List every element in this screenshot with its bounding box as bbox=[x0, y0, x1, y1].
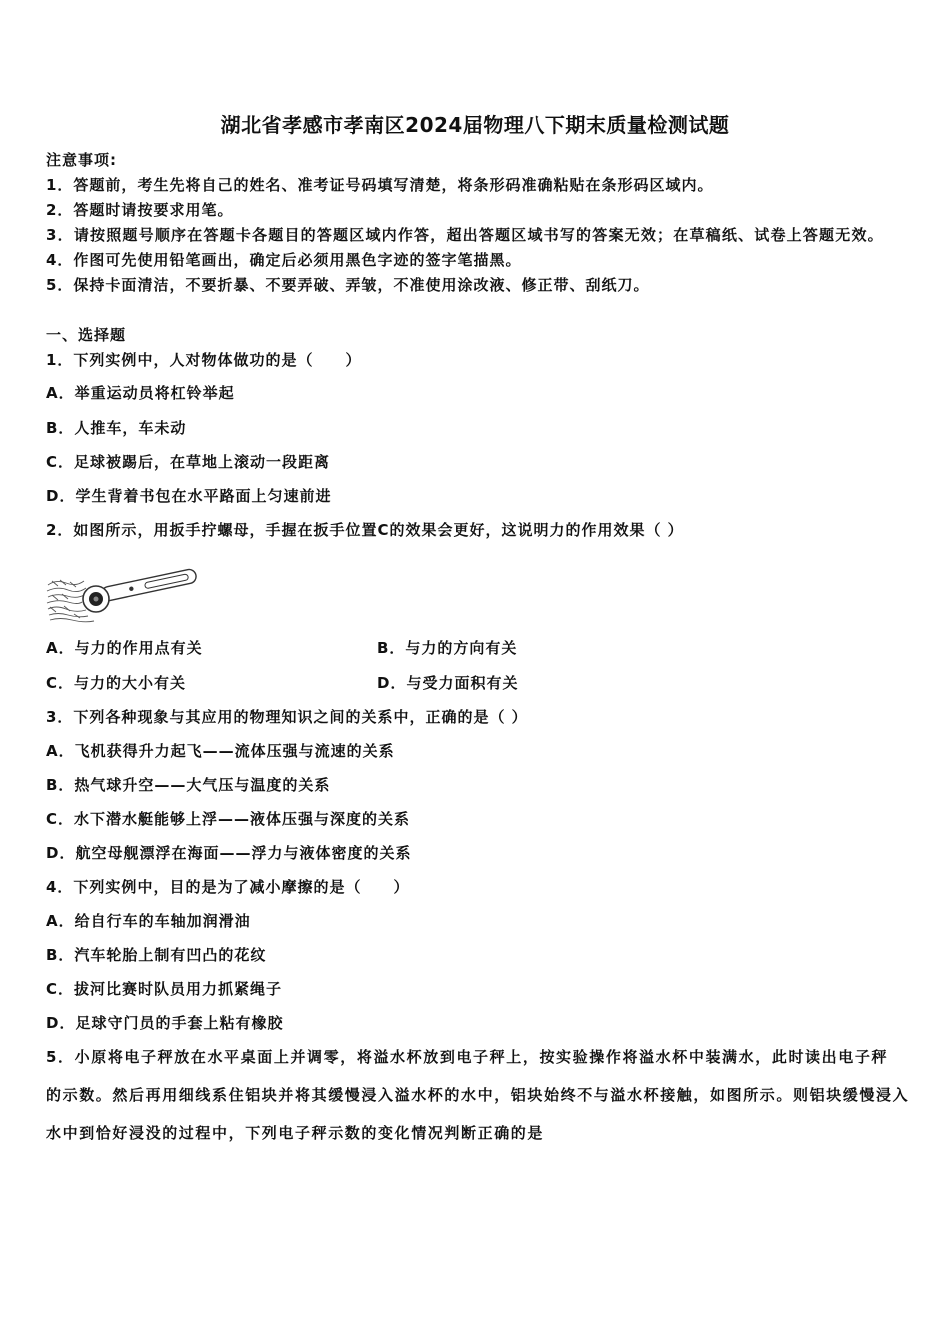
question-5-stem-line: 5．小原将电子秤放在水平桌面上并调零，将溢水杯放到电子秤上，按实验操作将溢水杯中装满水，此时读出电子秤 bbox=[46, 1048, 889, 1066]
question-2-stem: 2．如图所示，用扳手拧螺母，手握在扳手位置C的效果会更好，这说明力的作用效果（ ） bbox=[46, 521, 684, 539]
wrench-figure bbox=[46, 555, 201, 625]
question-1-option-c: C．足球被踢后，在草地上滚动一段距离 bbox=[46, 453, 331, 471]
question-1-option-d: D．学生背着书包在水平路面上匀速前进 bbox=[46, 487, 332, 505]
question-4-option-c: C．拔河比赛时队员用力抓紧绳子 bbox=[46, 980, 283, 998]
question-3-option-a: A．飞机获得升力起飞——流体压强与流速的关系 bbox=[46, 742, 395, 760]
notice-item: 3．请按照题号顺序在答题卡各题目的答题区域内作答，超出答题区域书写的答案无效；在草稿纸、试卷上答题无效。 bbox=[46, 226, 884, 244]
question-2-option-c: C．与力的大小有关 bbox=[46, 674, 187, 692]
question-2-option-d: D．与受力面积有关 bbox=[377, 674, 519, 692]
notice-item: 5．保持卡面清洁，不要折暴、不要弄破、弄皱，不准使用涂改液、修正带、刮纸刀。 bbox=[46, 276, 650, 294]
notice-item: 4．作图可先使用铅笔画出，确定后必须用黑色字迹的签字笔描黑。 bbox=[46, 251, 522, 269]
question-3-option-c: C．水下潜水艇能够上浮——液体压强与深度的关系 bbox=[46, 810, 411, 828]
question-1-option-a: A．举重运动员将杠铃举起 bbox=[46, 384, 235, 402]
notice-item: 1．答题前，考生先将自己的姓名、准考证号码填写清楚，将条形码准确粘贴在条形码区域内。 bbox=[46, 176, 714, 194]
wrench-handle bbox=[101, 568, 198, 602]
question-4-option-d: D．足球守门员的手套上粘有橡胶 bbox=[46, 1014, 284, 1032]
question-3-stem: 3．下列各种现象与其应用的物理知识之间的关系中，正确的是（ ） bbox=[46, 708, 528, 726]
question-5-stem-line: 水中到恰好浸没的过程中，下列电子秤示数的变化情况判断正确的是 bbox=[46, 1124, 545, 1142]
question-4-option-a: A．给自行车的车轴加润滑油 bbox=[46, 912, 251, 930]
question-4-stem: 4．下列实例中，目的是为了减小摩擦的是（ ） bbox=[46, 878, 410, 896]
question-1-option-b: B．人推车，车未动 bbox=[46, 419, 187, 437]
question-3-option-b: B．热气球升空——大气压与温度的关系 bbox=[46, 776, 331, 794]
section-heading: 一、选择题 bbox=[46, 326, 127, 344]
question-2-option-a: A．与力的作用点有关 bbox=[46, 639, 203, 657]
question-1-stem: 1．下列实例中，人对物体做功的是（ ） bbox=[46, 351, 362, 369]
question-2-option-b: B．与力的方向有关 bbox=[377, 639, 518, 657]
wrench-head bbox=[83, 586, 109, 612]
page-title: 湖北省孝感市孝南区2024届物理八下期末质量检测试题 bbox=[220, 113, 730, 137]
question-5-stem-line: 的示数。然后再用细线系住铝块并将其缓慢浸入溢水杯的水中，铝块始终不与溢水杯接触，如图所示。则铝块缓慢浸入 bbox=[46, 1086, 910, 1104]
question-3-option-d: D．航空母舰漂浮在海面——浮力与液体密度的关系 bbox=[46, 844, 412, 862]
question-4-option-b: B．汽车轮胎上制有凹凸的花纹 bbox=[46, 946, 267, 964]
notice-heading: 注意事项: bbox=[46, 151, 117, 169]
notice-item: 2．答题时请按要求用笔。 bbox=[46, 201, 234, 219]
